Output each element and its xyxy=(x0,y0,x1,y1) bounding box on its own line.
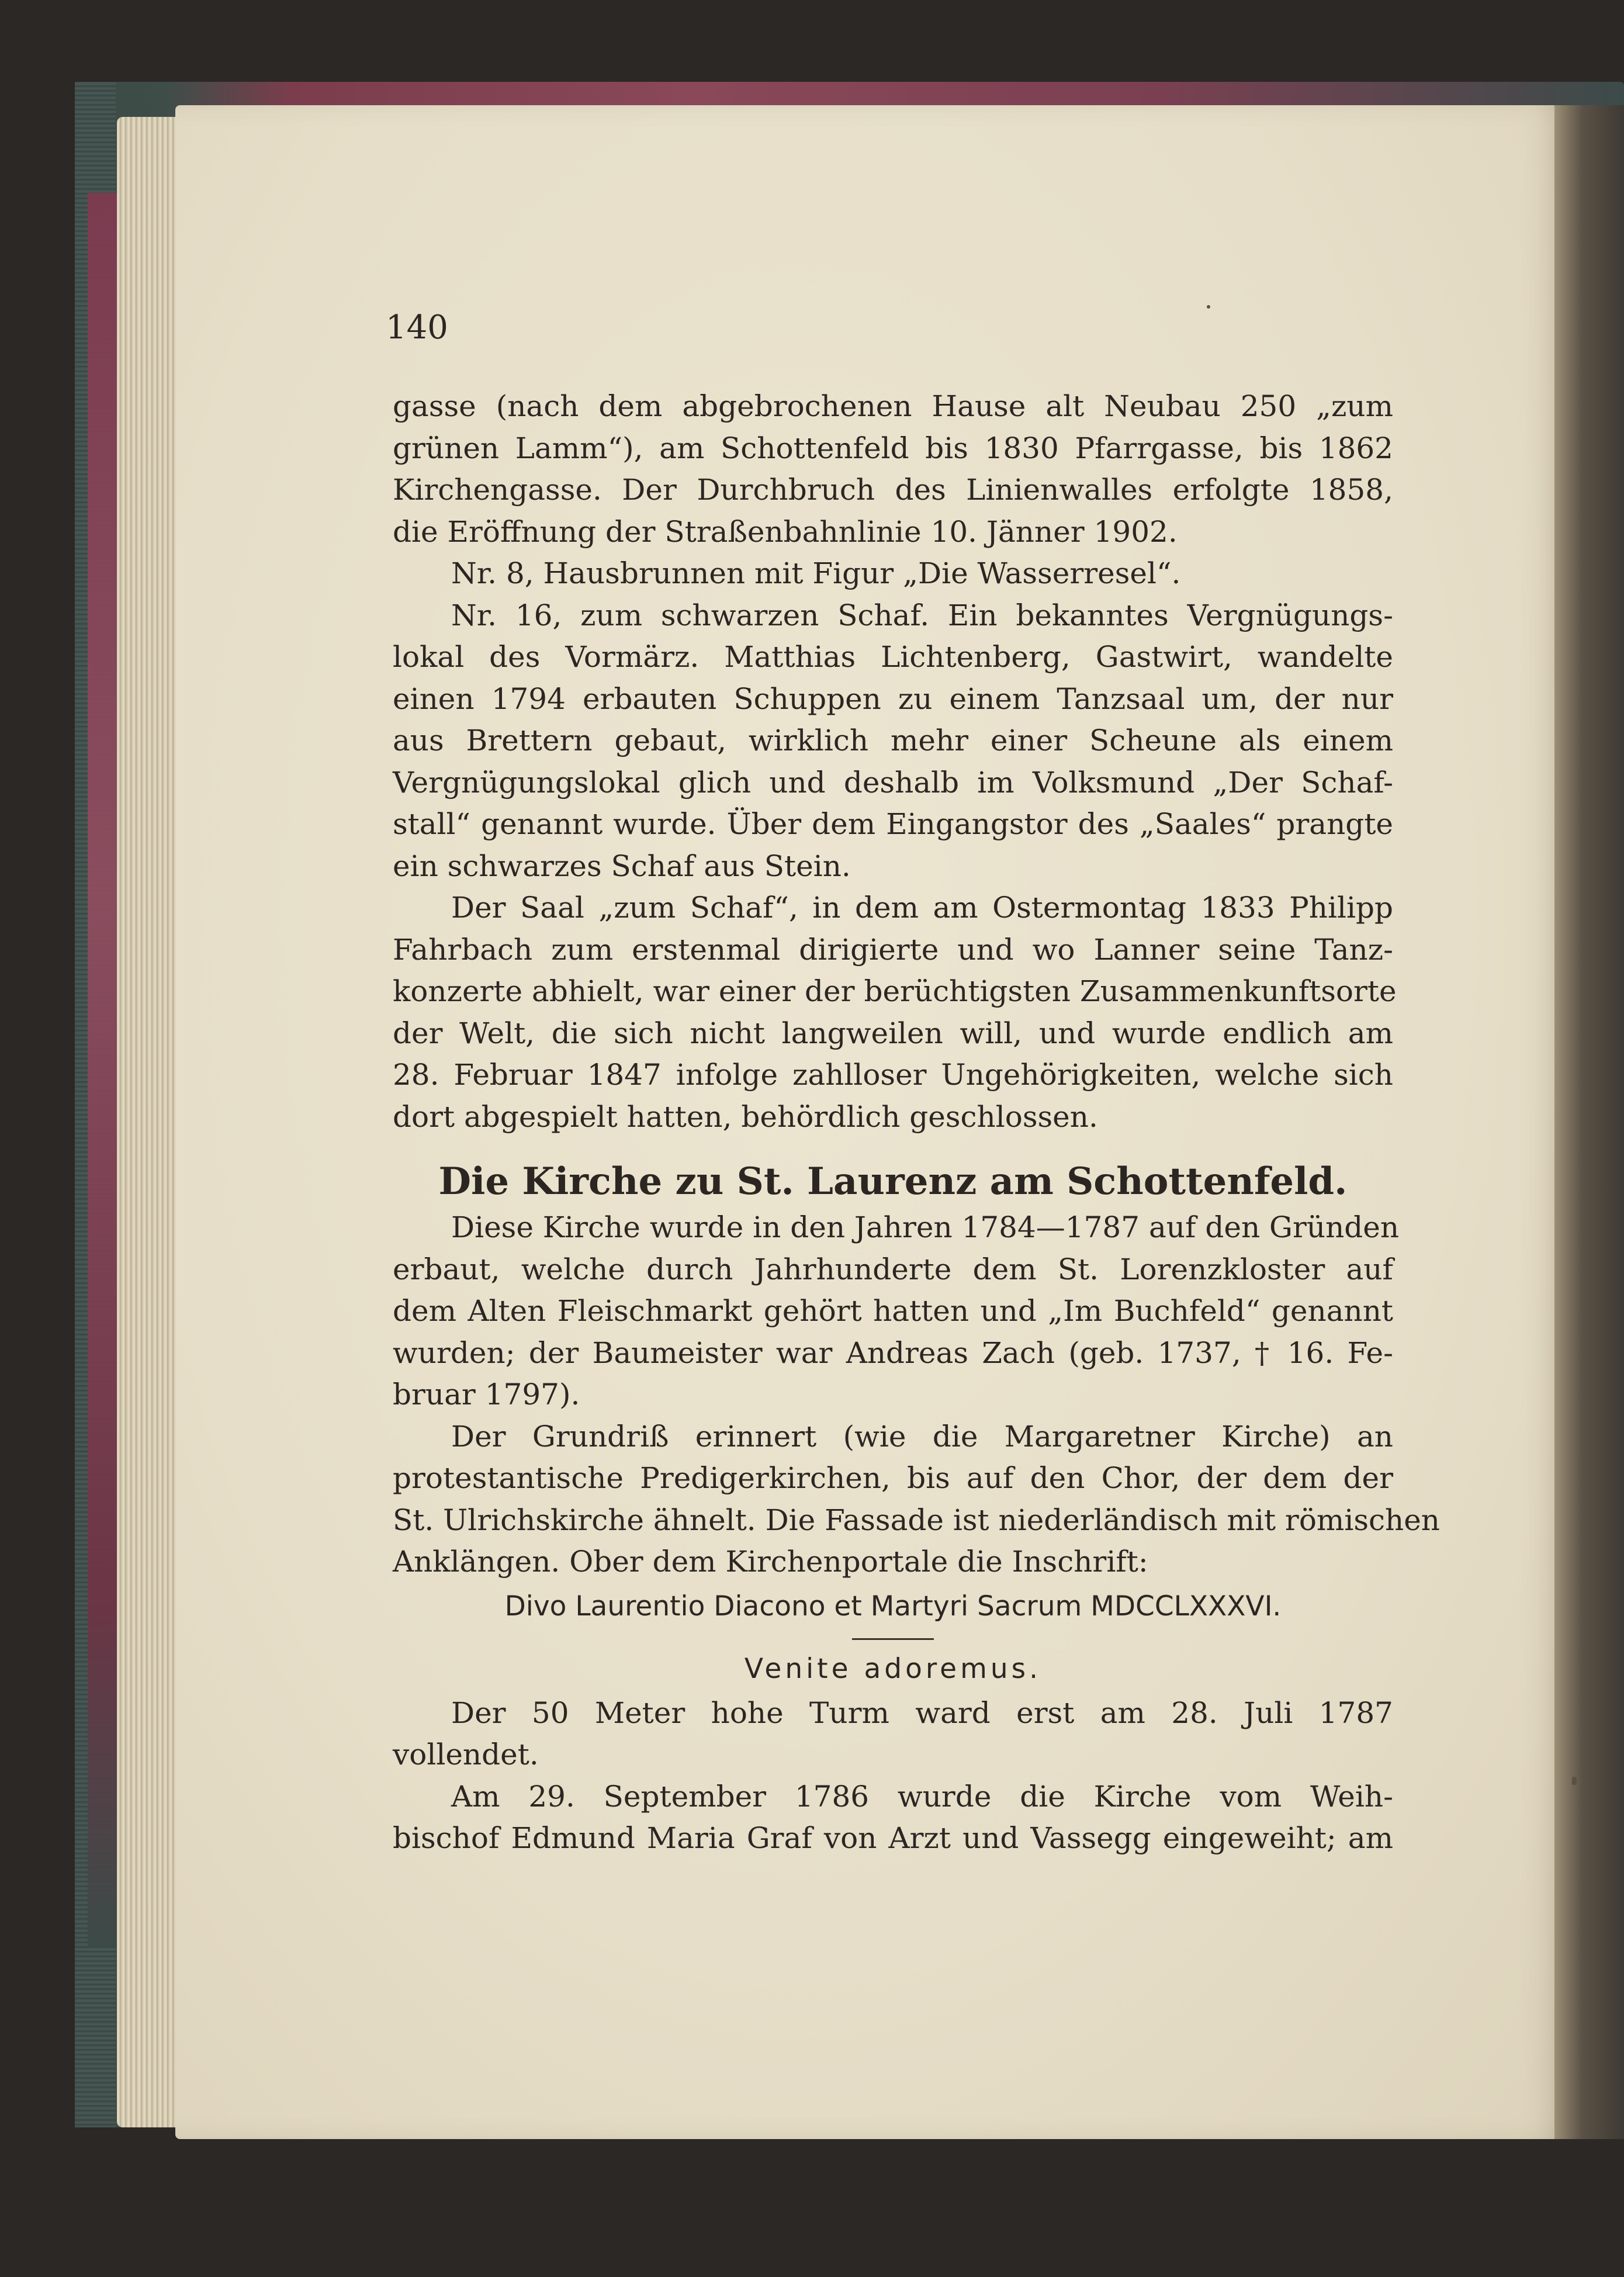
text-line: die Eröffnung der Straßenbahnlinie 10. Jänner 1902. xyxy=(393,514,1178,549)
text-line: aus Brettern gebaut, wirklich mehr einer Scheune als einem xyxy=(393,724,1393,757)
text-line: konzerte abhielt, war einer der berüchtigsten Zusammenkunftsorte xyxy=(393,974,1397,1008)
text-line: Fahrbach zum erstenmal dirigierte und wo Lanner seine Tanz- xyxy=(393,932,1393,967)
text-line: Der Saal „zum Schaf“, in dem am Ostermontag 1833 Philipp xyxy=(451,891,1393,925)
text-line: dort abgespielt hatten, behördlich geschlossen. xyxy=(393,1099,1098,1134)
text-line: bischof Edmund Maria Graf von Arzt und Vassegg eingeweiht; am xyxy=(393,1821,1393,1855)
page-body xyxy=(393,386,1440,1860)
book-gutter xyxy=(1554,105,1624,2139)
text-line: Der 50 Meter hohe Turm ward erst am 28. Juli 1787 xyxy=(451,1695,1393,1730)
text-line: St. Ulrichskirche ähnelt. Die Fassade ist niederländisch mit römischen xyxy=(393,1503,1440,1537)
paragraph xyxy=(393,1207,1400,1416)
text-line: dem Alten Fleischmarkt gehört hatten und „Im Buchfeld“ genannt xyxy=(393,1294,1393,1328)
text-line: stall“ genannt wurde. Über dem Eingangstor des „Saales“ prangte xyxy=(393,807,1393,841)
text-line: lokal des Vormärz. Matthias Lichtenberg, Gastwirt, wandelte xyxy=(393,640,1393,674)
text-line: wurden; der Baumeister war Andreas Zach (geb. 1737, † 16. Fe- xyxy=(393,1335,1393,1370)
text-line: erbaut, welche durch Jahrhunderte dem St. Lorenzkloster auf xyxy=(393,1252,1393,1286)
paragraph xyxy=(393,1693,1393,1776)
text-line: Nr. 16, zum schwarzen Schaf. Ein bekanntes Vergnügungs- xyxy=(451,598,1393,632)
paragraph xyxy=(393,553,1393,595)
page-number: 140 xyxy=(386,309,448,347)
inscription-line: Divo Laurentio Diacono et Martyri Sacrum MDCCLXXXVI. xyxy=(504,1590,1282,1622)
divider xyxy=(852,1638,934,1640)
text-line: Der Grundriß erinnert (wie die Margaretner Kirche) an xyxy=(451,1419,1393,1454)
text-line: Diese Kirche wurde in den Jahren 1784—1787 auf den Gründen xyxy=(451,1210,1400,1244)
text-line: Kirchengasse. Der Durchbruch des Linienwalles erfolgte 1858, xyxy=(393,473,1393,507)
text-line: 28. Februar 1847 infolge zahlloser Ungehörigkeiten, welche sich xyxy=(393,1058,1393,1092)
text-line: gasse (nach dem abgebrochenen Hause alt Neubau 250 „zum xyxy=(393,389,1393,423)
paragraph xyxy=(393,1776,1393,1860)
paper-speck xyxy=(1207,305,1210,309)
text-line: protestantische Predigerkirchen, bis auf den Chor, der dem der xyxy=(393,1461,1393,1495)
section-heading: Die Kirche zu St. Laurenz am Schottenfeld. xyxy=(438,1160,1348,1203)
text-line: vollendet. xyxy=(393,1738,539,1771)
text-line: ein schwarzes Schaf aus Stein. xyxy=(393,849,851,883)
text-line: bruar 1797). xyxy=(393,1378,580,1411)
text-line: Vergnügungslokal glich und deshalb im Volksmund „Der Schaf- xyxy=(393,765,1393,800)
paragraph xyxy=(393,386,1393,553)
paragraph xyxy=(393,1416,1440,1583)
text-line: Am 29. September 1786 wurde die Kirche vom Weih- xyxy=(451,1779,1393,1814)
paragraph xyxy=(393,595,1393,888)
inscription-motto: Venite adoremus. xyxy=(744,1652,1042,1685)
text-line: Anklängen. Ober dem Kirchenportale die Inschrift: xyxy=(393,1545,1148,1579)
text-line: der Welt, die sich nicht langweilen will, und wurde endlich am xyxy=(393,1016,1393,1050)
text-line: Nr. 8, Hausbrunnen mit Figur „Die Wasserresel“. xyxy=(451,556,1181,590)
text-line: einen 1794 erbauten Schuppen zu einem Tanzsaal um, der nur xyxy=(393,681,1393,716)
text-line: grünen Lamm“), am Schottenfeld bis 1830 Pfarrgasse, bis 1862 xyxy=(393,431,1393,465)
paragraph xyxy=(393,887,1397,1138)
paper-speck xyxy=(1572,1777,1577,1785)
